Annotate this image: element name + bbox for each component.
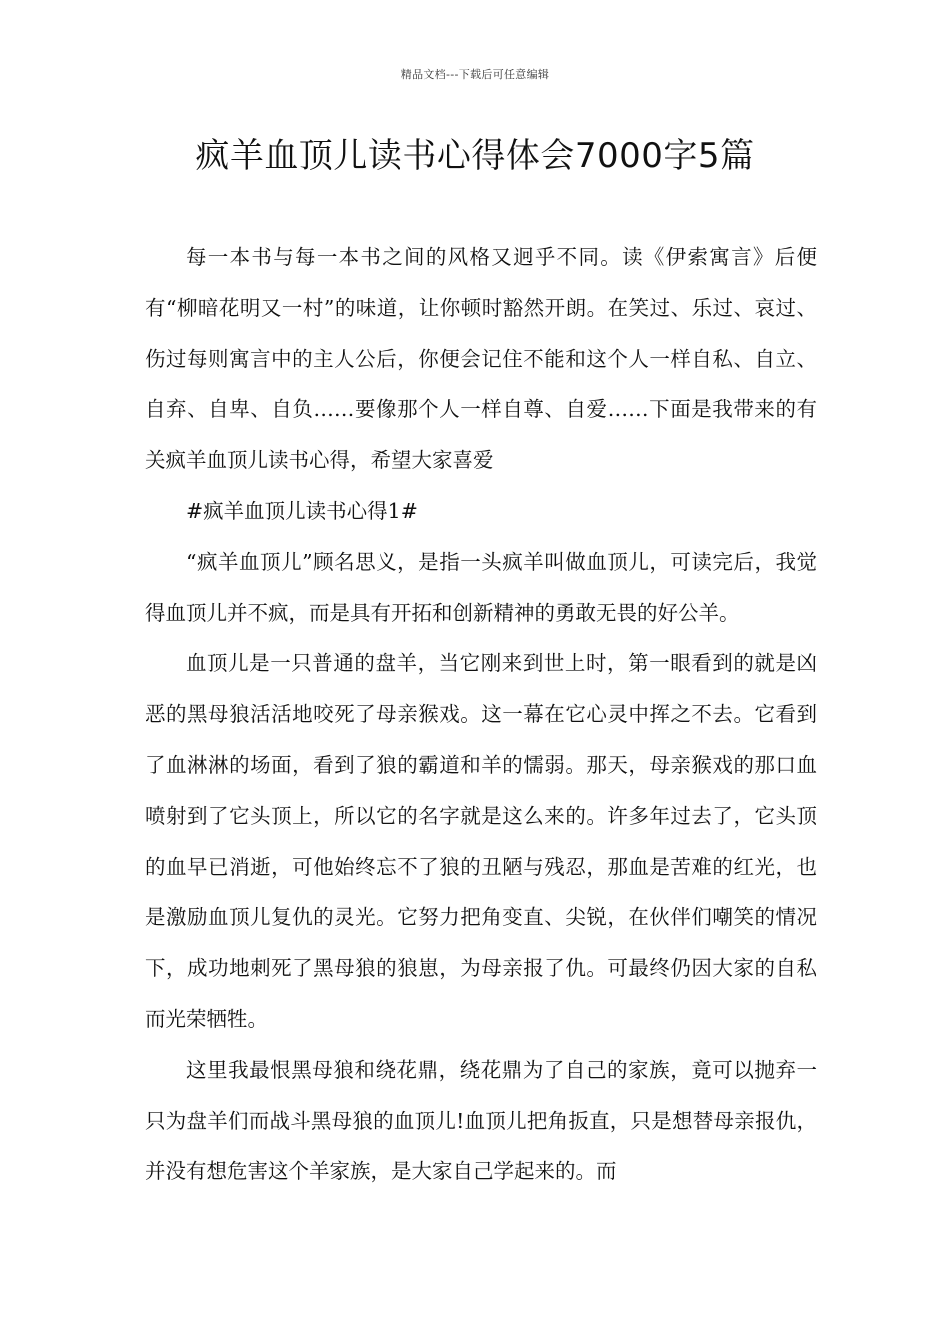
paragraph: “疯羊血顶儿”顾名思义，是指一头疯羊叫做血顶儿，可读完后，我觉得血顶儿并不疯，而是具有开拓和创新精神的勇敢无畏的好公羊。 (145, 549, 817, 625)
paragraph-intro: 每一本书与每一本书之间的风格又迥乎不同。读《伊索寓言》后便有“柳暗花明又一村”的味道，让你顿时豁然开朗。在笑过、乐过、哀过、伤过每则寓言中的主人公后，你便会记住不能和这个人一样自私、自立、自弃、自卑、自负……要像那个人一样自尊、自爱……下面是我带来的有关疯羊血顶儿读书心得，希望大家喜爱 (145, 245, 817, 473)
page-title: 疯羊血顶儿读书心得体会7000字5篇 (195, 136, 755, 176)
paragraph: 这里我最恨黑母狼和绕花鼎，绕花鼎为了自己的家族，竟可以抛弃一只为盘羊们而战斗黑母狼的血顶儿!血顶儿把角扳直，只是想替母亲报仇，并没有想危害这个羊家族，是大家自己学起来的。而 (145, 1057, 817, 1184)
document-body (145, 232, 817, 1197)
header-note: 精品文档---下载后可任意编辑 (400, 68, 550, 81)
section-heading: #疯羊血顶儿读书心得1# (186, 498, 418, 523)
paragraph: 血顶儿是一只普通的盘羊，当它刚来到世上时，第一眼看到的就是凶恶的黑母狼活活地咬死了母亲猴戏。这一幕在它心灵中挥之不去。它看到了血淋淋的场面，看到了狼的霸道和羊的懦弱。那天，母亲猴戏的那口血喷射到了它头顶上，所以它的名字就是这么来的。许多年过去了，它头顶的血早已消逝，可他始终忘不了狼的丑陋与残忍，那血是苦难的红光，也是激励血顶儿复仇的灵光。它努力把角变直、尖锐，在伙伴们嘲笑的情况下，成功地刺死了黑母狼的狼崽，为母亲报了仇。可最终仍因大家的自私而光荣牺牲。 (145, 651, 817, 1031)
